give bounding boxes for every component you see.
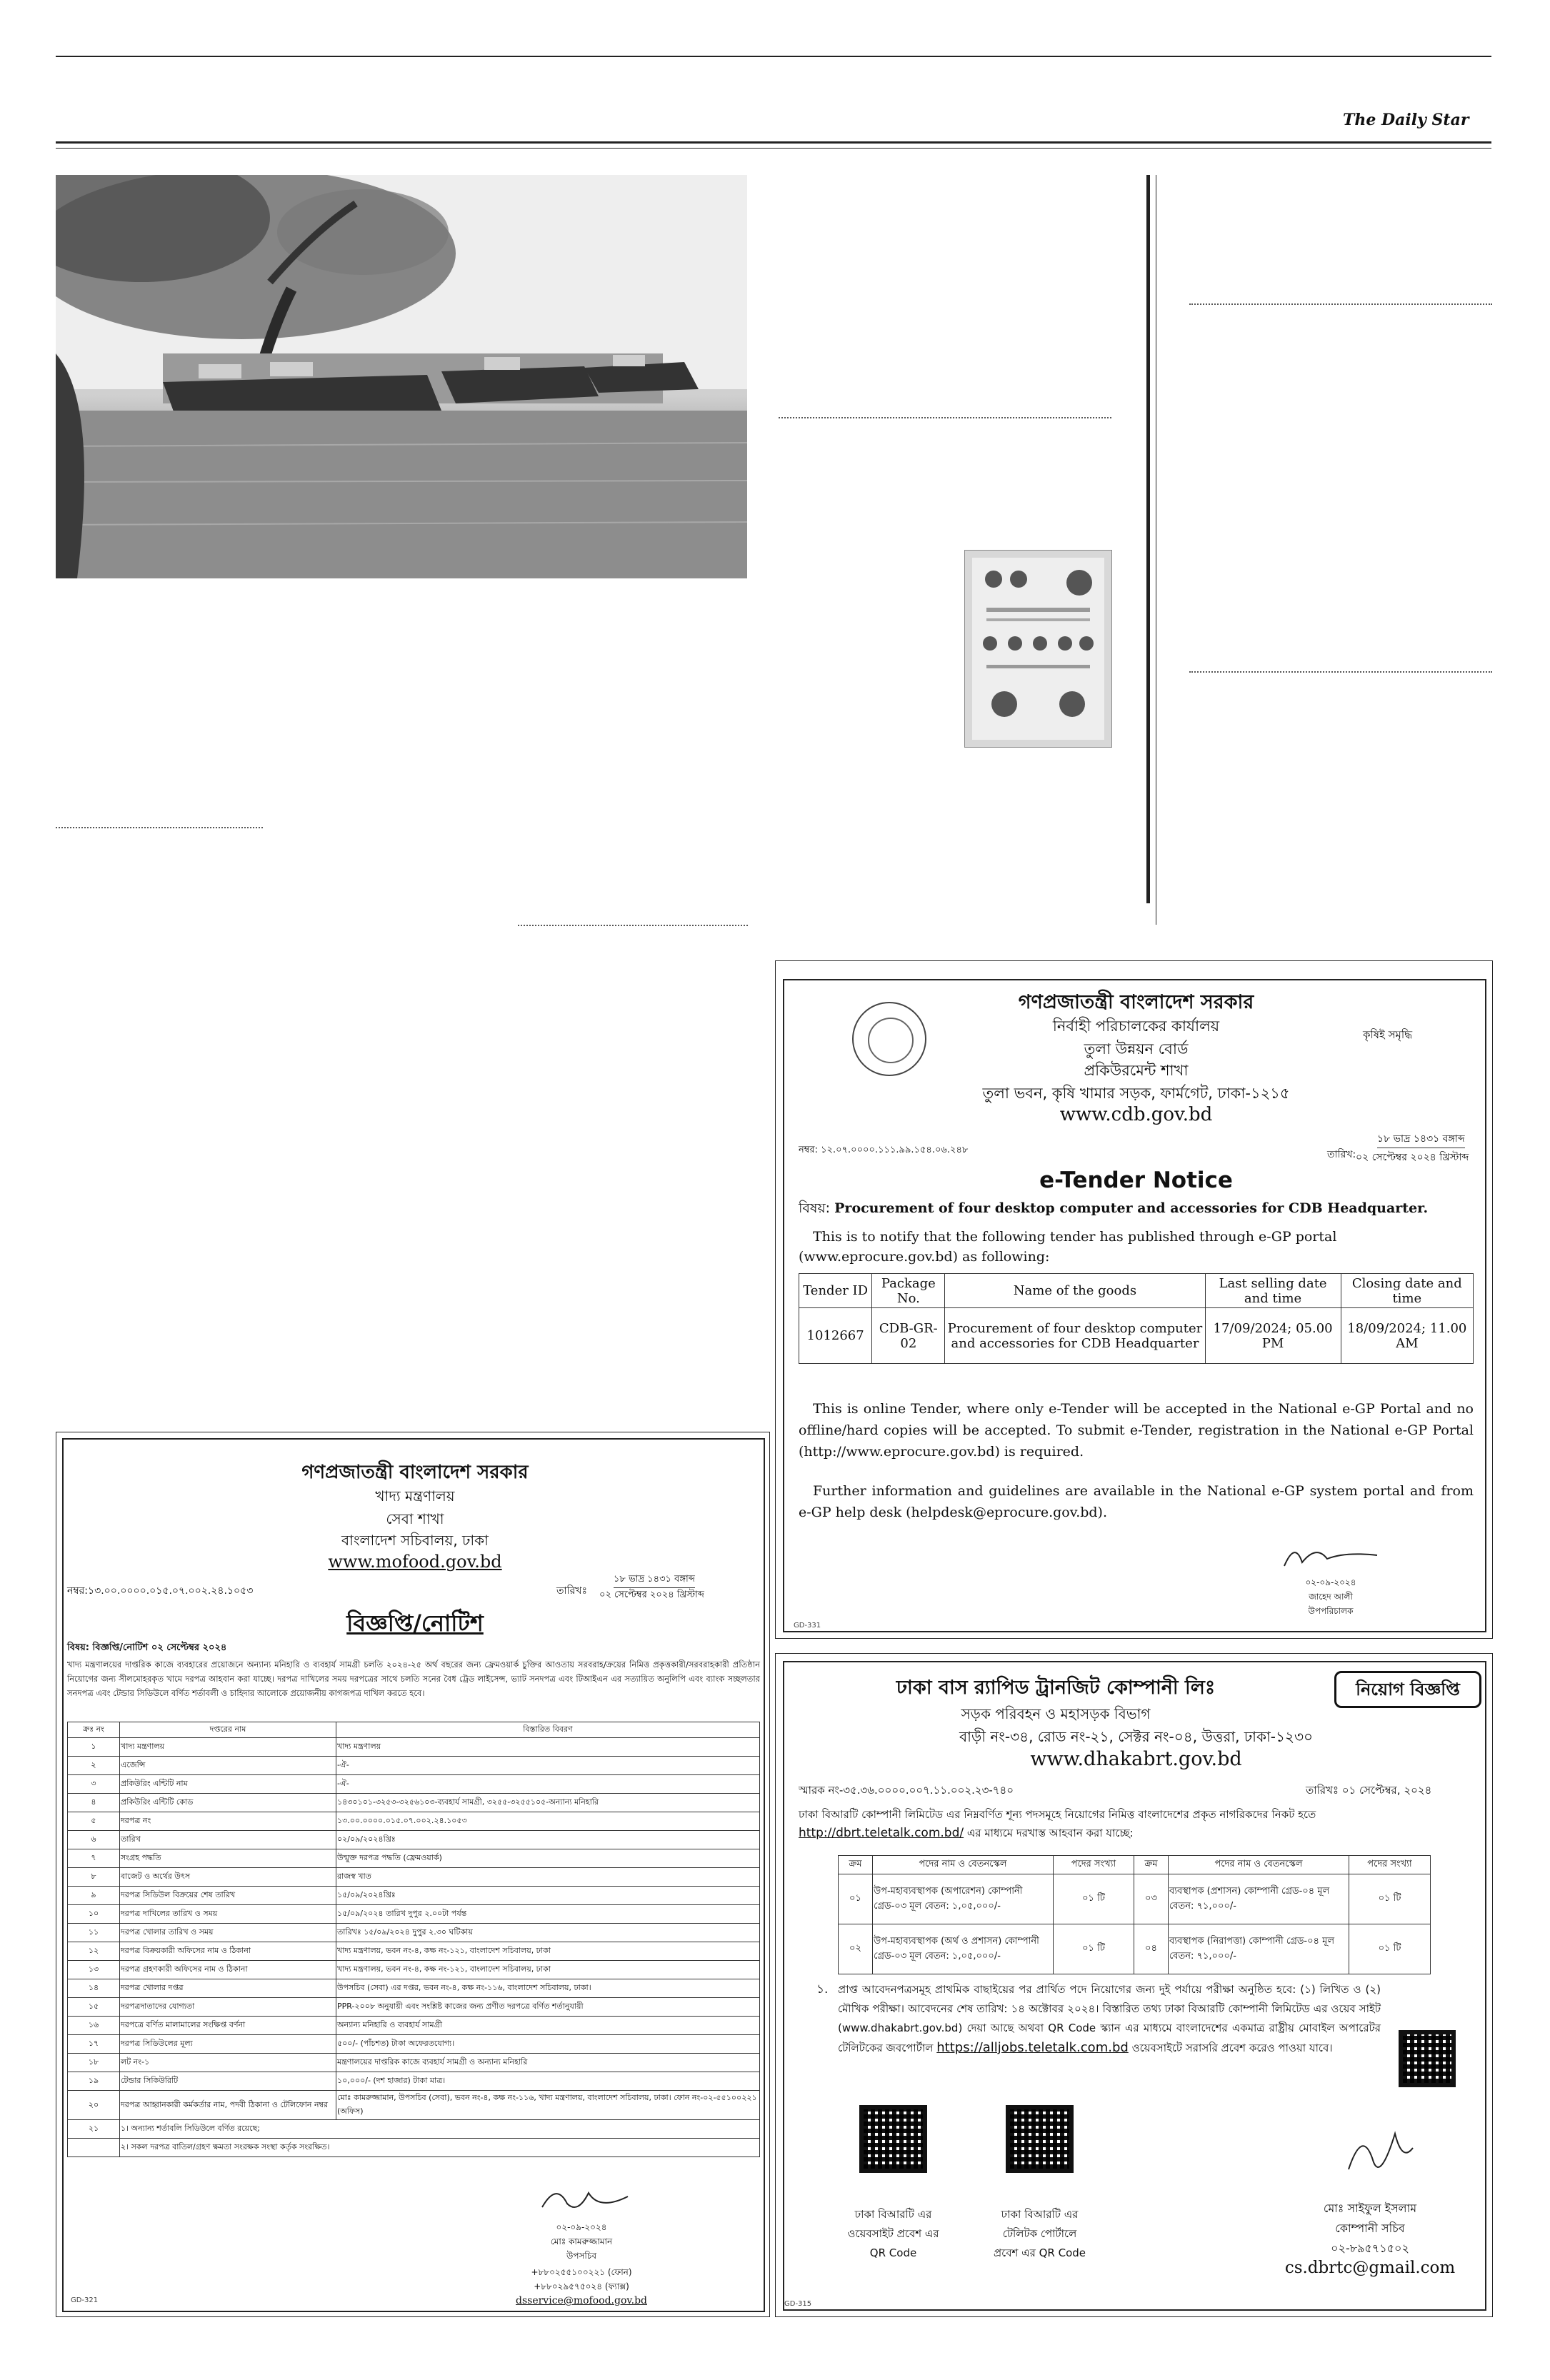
td-tender-id: 1012667 [799, 1308, 872, 1364]
cell-serial: ১৭ [68, 2035, 120, 2054]
cell-office: প্রকিউরিং এন্টিটি কোড [120, 1794, 336, 1812]
cell-serial: ২০ [68, 2091, 120, 2120]
cdb-office: নির্বাহী পরিচালকের কার্যালয় [1052, 1018, 1220, 1035]
cell-office: সংগ্রহ পদ্ধতি [120, 1849, 336, 1868]
table-row [68, 1794, 760, 1812]
cdb-sign-date: ০২-০৯-২০২৪ [1305, 1577, 1356, 1587]
cell-details: রাজস্ব খাত [336, 1868, 760, 1887]
cell-details: -ঐ- [336, 1775, 760, 1794]
th-details: বিস্তারিত বিবরণ [336, 1722, 760, 1738]
mofood-gov: গণপ্রজাতন্ত্রী বাংলাদেশ সরকার [301, 1462, 529, 1483]
table-row [68, 1942, 760, 1961]
brt-note-text: প্রাপ্ত আবেদনপত্রসমূহ প্রাথমিক বাছাইয়ের পর প্রার্থিত পদে নিয়োগের জন্য দুই পর্যায়ে পরীক্ষা অনুষ্ঠিত হবে: (১) লিখিত ও (২) মৌখিক পরীক্ষা। আবেদনের শেষ তারিখ: ১৪ অক্টোবর ২০২৪। বিস্তারিত তথ্য ঢাকা বিআরটি কোম্পানী লিমিটেড এর ওয়েব সাইট (www.dhakabrt.gov.bd) দেয়া আছে অথবা QR Code স্ক্যান এর মাধ্যমে বাংলাদেশের একমাত্র রাষ্ট্রীয় মোবাইল অপারেটর টেলিটকের জবপোর্টাল [838, 1983, 1381, 2054]
cdb-date-en: ০২ সেপ্টেম্বর ২০২৪ খ্রিস্টাব্দ [1356, 1152, 1469, 1163]
table-row [68, 2139, 760, 2157]
cell-serial: ১৯ [68, 2072, 120, 2091]
td-last-selling: 17/09/2024; 05.00 PM [1205, 1308, 1341, 1364]
brt-qr2-caption: ঢাকা বিআরটি এর টেলিটক পোর্টালে প্রবেশ এর QR Code [993, 2208, 1086, 2259]
mofood-date-bn: ১৮ ভাদ্র ১৪৩১ বঙ্গাব্দ [614, 1572, 695, 1588]
table-row [68, 1775, 760, 1794]
cell-office: দরপত্র নং [120, 1812, 336, 1831]
th-serial: ক্রঃ নং [68, 1722, 120, 1738]
mofood-ministry: খাদ্য মন্ত্রণালয় [375, 1487, 455, 1505]
cell-serial: ৬ [68, 1831, 120, 1849]
cell-details: খাদ্য মন্ত্রণালয় [336, 1738, 760, 1757]
table-row [799, 1308, 1474, 1364]
cell-serial: ১৫ [68, 1998, 120, 2017]
brt-note-tail: ওয়েবসাইটে সরাসরি প্রবেশ করেও পাওয়া যাবে। [1131, 2042, 1333, 2054]
th-package: Package No. [872, 1274, 945, 1308]
td-r2-post2: ব্যবস্থাপক (নিরাপত্তা) কোম্পানী গ্রেড-০৪ মূল বেতন: ৭১,০০০/- [1169, 1924, 1349, 1974]
mofood-website[interactable]: www.mofood.gov.bd [328, 1552, 502, 1572]
divider-1 [56, 827, 263, 828]
cdb-website[interactable]: www.cdb.gov.bd [1059, 1104, 1213, 1125]
mofood-date-en: ০২ সেপ্টেম্বর ২০২৪ খ্রিস্টাব্দ [599, 1590, 704, 1600]
brt-qr-teletalk[interactable] [1006, 2105, 1074, 2173]
cell-office: টেন্ডার সিকিউরিটি [120, 2072, 336, 2091]
cell-office: দরপত্রদাতাদের যোগ্যতা [120, 1998, 336, 2017]
brt-signature [1334, 2119, 1420, 2191]
cell-office: দরপত্র দাখিলের তারিখ ও সময় [120, 1905, 336, 1924]
cell-office: প্রকিউরিং এন্টিটি নাম [120, 1775, 336, 1794]
brt-date: তারিখঃ ০১ সেপ্টেম্বর, ২০২৪ [1306, 1784, 1432, 1797]
mofood-branch: সেবা শাখা [386, 1510, 444, 1527]
cell-office: দরপত্র খোলার দপ্তর [120, 1979, 336, 1998]
cell-serial: ৮ [68, 1868, 120, 1887]
th-post-2: পদের নাম ও বেতনস্কেল [1169, 1856, 1349, 1874]
cell-office: এজেন্সি [120, 1757, 336, 1775]
cell-details: খাদ্য মন্ত্রণালয়, ভবন নং-৪, কক্ষ নং-১২১, বাংলাদেশ সচিবালয়, ঢাকা [336, 1942, 760, 1961]
header-rule-2 [56, 148, 1491, 149]
table-row [68, 1868, 760, 1887]
cell-details: ১৪৩০১০১-৩২৫৩-৩২৫৬১০৩-ব্যবহার্য সামগ্রী, ৩২৫৫-৩২৫৫১০৫-অন্যান্য মনিহারি [336, 1794, 760, 1812]
th-tender-id: Tender ID [799, 1274, 872, 1308]
cell-serial: ৩ [68, 1775, 120, 1794]
cell-details: উন্মুক্ত দরপত্র পদ্ধতি (ফ্রেমওয়ার্ক) [336, 1849, 760, 1868]
th-count-2: পদের সংখ্যা [1349, 1856, 1431, 1874]
cdb-subject-label: বিষয়: [799, 1200, 831, 1216]
table-row [68, 1831, 760, 1849]
mofood-date-label: তারিখঃ [556, 1585, 587, 1597]
brt-phone: ০২-৮৯৫৭১৫০২ [1331, 2241, 1409, 2255]
brt-intro-text: ঢাকা বিআরটি কোম্পানী লিমিটেড এর নিম্নবর্ণিত শূন্য পদসমূহে নিয়োগের নিমিত্ত বাংলাদেশের প্রকৃত নাগরিকদের নিকট হতে [799, 1808, 1316, 1821]
cell-serial: ২১ [68, 2120, 120, 2139]
brt-note-link[interactable]: https://alljobs.teletalk.com.bd [936, 2040, 1129, 2055]
cell-details: ১৫/০৯/২০২৪খ্রিঃ [336, 1887, 760, 1905]
cell-serial: ৪ [68, 1794, 120, 1812]
td-r1-serial2: ০৩ [1134, 1874, 1169, 1924]
brt-posts-table [838, 1855, 1431, 1974]
cell-details: অন্যান্য মনিহারি ও ব্যবহার্য সামগ্রী [336, 2017, 760, 2035]
mofood-email[interactable]: dsservice@mofood.gov.bd [516, 2295, 647, 2306]
th-last-selling: Last selling date and time [1205, 1274, 1341, 1308]
cell-office: দরপত্র গ্রহণকারী অফিসের নাম ও ঠিকানা [120, 1961, 336, 1979]
cdb-para2: Further information and guidelines are available in the National e-GP system portal and from e-GP help desk (helpdesk@eprocure.gov.bd). [799, 1483, 1474, 1520]
table-row [68, 2072, 760, 2091]
cell-serial: ১৮ [68, 2054, 120, 2072]
cdb-slogan: কৃষিই সমৃদ্ধি [1363, 1028, 1413, 1041]
cdb-date-bn: ১৮ ভাদ্র ১৪৩১ বঙ্গাব্দ [1377, 1130, 1465, 1148]
mofood-intro: খাদ্য মন্ত্রণালয়ের দাপ্তরিক কাজে ব্যবহারের প্রয়োজনে অন্যান্য মনিহারি ও ব্যবহার্য সামগ্রী চলতি ২০২৪-২৫ অর্থ বছরের জন্য ফ্রেমওয়ার্ক চুক্তির আওতায় সরবরাহ/ক্রয়ের নিমিত্ত প্রকৃত্তকারী/সরবরাহকারী প্রতিষ্ঠান নিয়োগের জন্য সীলমোহরকৃত খামে দরপত্র আহবান করা যাচ্ছে। দরপত্র দাখিলের সময় দরপত্রের সাথে চলতি সনের বৈধ ট্রেড লাইসেন্স, ভ্যাট সনদপত্র এবং টিআইএন এর সত্যায়িত অনুলিপি এবং ব্যাংক সচ্ছলতার সনদপত্র এবং টেন্ডার সিডিউলে বর্ণিত শর্তাবলী ও চাহিদার আলোকে প্রয়োজনীয় কাগজপত্র দাখিল করতে হবে। [67, 1660, 760, 1698]
cdb-inner-frame [783, 979, 1486, 1632]
cdb-signature [1277, 1537, 1384, 1577]
cell-serial: ২ [68, 1757, 120, 1775]
brt-qr-main[interactable] [1399, 2030, 1456, 2087]
cdb-signatory: জাহেদ আলী [1309, 1592, 1353, 1602]
cdb-ad-code: GD-331 [794, 1622, 821, 1630]
cell-serial: ১৪ [68, 1979, 120, 1998]
td-r1-post2: ব্যবস্থাপক (প্রশাসন) কোম্পানী গ্রেড-০৪ মূল বেতন: ৭১,০০০/- [1169, 1874, 1349, 1924]
table-row [68, 1924, 760, 1942]
mofood-designation: উপসচিব [566, 2251, 596, 2261]
th-serial-1: ক্রম [839, 1856, 873, 1874]
divider-5 [1189, 671, 1492, 673]
cdb-date-label: তারিখ: [1327, 1149, 1356, 1160]
cell-office: দরপত্র সিডিউলের মূল্য [120, 2035, 336, 2054]
td-r2-serial: ০২ [839, 1924, 873, 1974]
mofood-ad-code: GD-321 [71, 2296, 99, 2304]
table-row [68, 1757, 760, 1775]
table-row [68, 2054, 760, 2072]
mofood-subject: বিষয়: বিজ্ঞপ্তি/নোটিশ ০২ সেপ্টেম্বর ২০২৪ [67, 1642, 227, 1653]
td-r1-count2: ০১ টি [1349, 1874, 1431, 1924]
cell-office: ২। সকল দরপত্র বাতিল/গ্রহণ ক্ষমতা সংরক্ষক সংস্থা কর্তৃক সংরক্ষিত। [120, 2139, 760, 2157]
cell-office: দরপত্রে বর্ণিত মালামালের সংক্ষিপ্ত বর্ণনা [120, 2017, 336, 2035]
poster-photo [964, 550, 1112, 748]
cdb-address: তুলা ভবন, কৃষি খামার সড়ক, ফার্মগেট, ঢাকা-১২১৫ [982, 1085, 1290, 1102]
td-r2-count: ০১ টি [1054, 1924, 1134, 1974]
brt-qr-website[interactable] [859, 2105, 927, 2173]
brt-note [838, 1980, 1381, 2058]
cell-details: উপসচিব (সেবা) এর দপ্তর, ভবন নং-৪, কক্ষ নং-১১৬, বাংলাদেশ সচিবালয়, ঢাকা। [336, 1979, 760, 1998]
mofood-sign-date: ০২-০৯-২০২৪ [556, 2222, 607, 2232]
mofood-notice-ad [56, 1432, 770, 2317]
td-goods: Procurement of four desktop computer and accessories for CDB Headquarter [945, 1308, 1205, 1364]
cdb-para1: This is online Tender, where only e-Tender will be accepted in the National e-GP Portal and no offline/hard copies will be accepted. To submit e-Tender, registration in the National e-GP Portal (http://www.eprocure.gov.bd) is required. [799, 1401, 1474, 1460]
mofood-memo: নম্বর:১৩.০০.০০০০.০১৫.০৭.০০২.২৪.১০৫৩ [67, 1585, 254, 1597]
brt-email[interactable]: cs.dbrtc@gmail.com [1284, 2259, 1456, 2277]
table-row [68, 1887, 760, 1905]
divider-2 [518, 925, 748, 926]
cdb-designation: উপপরিচালক [1308, 1606, 1354, 1616]
cell-serial: ১৬ [68, 2017, 120, 2035]
cell-details: মোঃ কামরুজ্জামান, উপসচিব (সেবা), ভবন নং-৪, কক্ষ নং-১১৬, খাদ্য মন্ত্রণালয়, বাংলাদেশ সচিবালয়, ঢাকা। ফোন নং-০২-৫৫১০০২২১ (অফিস) [336, 2091, 760, 2120]
top-rule [56, 56, 1491, 57]
mofood-table [67, 1722, 760, 2157]
cdb-intro: This is to notify that the following tender has published through e-GP portal (www.eprocure.gov.bd) as following: [799, 1229, 1337, 1265]
cell-serial: ৯ [68, 1887, 120, 1905]
cell-details: খাদ্য মন্ত্রণালয়, ভবন নং-৪, কক্ষ নং-১২১, বাংলাদেশ সচিবালয়, ঢাকা [336, 1961, 760, 1979]
brt-intro-link[interactable]: http://dbrt.teletalk.com.bd/ [799, 1826, 964, 1840]
td-closing: 18/09/2024; 11.00 AM [1341, 1308, 1473, 1364]
mofood-place: বাংলাদেশ সচিবালয়, ঢাকা [341, 1532, 489, 1549]
cell-details: ১৫/০৯/২০২৪ তারিখ দুপুর ২.০০টা পর্যন্ত [336, 1905, 760, 1924]
table-row [68, 2091, 760, 2120]
cell-serial: ১০ [68, 1905, 120, 1924]
table-row [68, 2035, 760, 2054]
mofood-signature [535, 2182, 635, 2221]
cdb-subject: Procurement of four desktop computer and accessories for CDB Headquarter. [834, 1200, 1429, 1216]
cdb-subject-row [799, 1198, 1428, 1221]
brt-note-no: ১. [816, 1982, 829, 1997]
th-closing: Closing date and time [1341, 1274, 1473, 1308]
cdb-gov: গণপ্রজাতন্ত্রী বাংলাদেশ সরকার [1018, 991, 1254, 1013]
column-divider [1146, 175, 1150, 903]
brt-intro [799, 1805, 1474, 1842]
td-package: CDB-GR-02 [872, 1308, 945, 1364]
cell-details: -ঐ- [336, 1757, 760, 1775]
th-goods: Name of the goods [945, 1274, 1205, 1308]
cdb-memo: নম্বর: ১২.০৭.০০০০.১১১.৯৯.১৫৪.০৬.২৪৮ [799, 1145, 969, 1155]
td-r2-serial2: ০৪ [1134, 1924, 1169, 1974]
masthead-logo: The Daily Star [1343, 111, 1469, 129]
mofood-fax: +৮৮০২৯৫৭৫০২৪ (ফ্যাক্স) [534, 2281, 629, 2291]
cdb-tender-table [799, 1273, 1474, 1364]
cdb-title: e-Tender Notice [1039, 1168, 1233, 1193]
table-row [839, 1874, 1431, 1924]
cell-office: ১। অন্যান্য শর্তাবলি সিডিউলে বর্ণিত রয়েছে; [120, 2120, 760, 2139]
brt-badge: নিয়োগ বিজ্ঞপ্তি [1334, 1671, 1481, 1708]
td-r1-count: ০১ টি [1054, 1874, 1134, 1924]
cell-serial: ১৩ [68, 1961, 120, 1979]
cell-office: দরপত্র বিক্রয়কারী অফিসের নাম ও ঠিকানা [120, 1942, 336, 1961]
th-serial-2: ক্রম [1134, 1856, 1169, 1874]
cell-details: মন্ত্রণালয়ের দাপ্তরিক কাজে ব্যবহার্য সামগ্রী ও অন্যান্য মনিহারি [336, 2054, 760, 2072]
brt-address: বাড়ী নং-৩৪, রোড নং-২১, সেক্টর নং-০৪, উত্তরা, ঢাকা-১২৩০ [959, 1728, 1313, 1745]
table-row [68, 1998, 760, 2017]
th-post-1: পদের নাম ও বেতনস্কেল [873, 1856, 1054, 1874]
cell-serial: ৭ [68, 1849, 120, 1868]
cell-office: দরপত্র আহ্বানকারী কর্মকর্তার নাম, পদবী ঠিকানা ও টেলিফোন নম্বর [120, 2091, 336, 2120]
mofood-inner-frame [62, 1438, 765, 2312]
cell-details: PPR-২০০৮ অনুযায়ী এবং সংশ্লিষ্ট কাজের জন্য প্রণীত দরপত্রে বর্ণিত শর্তানুযায়ী [336, 1998, 760, 2017]
header-rule-1 [56, 141, 1491, 144]
table-row [68, 1961, 760, 1979]
table-row [68, 1979, 760, 1998]
td-r1-serial: ০১ [839, 1874, 873, 1924]
cell-office: তারিখ [120, 1831, 336, 1849]
brt-intro-tail: এর মাধ্যমে দরখাস্ত আহবান করা যাচ্ছে: [966, 1827, 1134, 1839]
mofood-signatory: মোঃ কামরুজ্জামান [550, 2236, 613, 2246]
brt-qr1-caption: ঢাকা বিআরটি এর ওয়েবসাইট প্রবেশ এর QR Code [847, 2208, 939, 2259]
dhakabrt-recruit-ad [775, 1653, 1493, 2317]
mofood-title: বিজ্ঞপ্তি/নোটিশ [346, 1610, 484, 1637]
mofood-phone: +৮৮০২৫৫১০০২২১ (ফোন) [531, 2267, 632, 2277]
cell-details: ৫০০/- (পাঁচশত) টাকা অফেরতযোগ্য। [336, 2035, 760, 2054]
cdb-etender-ad [775, 960, 1493, 1639]
cell-office: লট নং-১ [120, 2054, 336, 2072]
brt-ad-code: GD-315 [784, 2300, 812, 2308]
table-row [68, 1849, 760, 1868]
cell-office: দরপত্র খোলার তারিখ ও সময় [120, 1924, 336, 1942]
divider-4 [1189, 303, 1492, 305]
td-r2-post: উপ-মহাব্যবস্থাপক (অর্থ ও প্রশাসন) কোম্পানী গ্রেড-০৩ মূল বেতন: ১,০৫,০০০/- [873, 1924, 1054, 1974]
th-office: দপ্তরের নাম [120, 1722, 336, 1738]
brt-designation: কোম্পানী সচিব [1335, 2221, 1405, 2235]
table-row [68, 1738, 760, 1757]
brt-website[interactable]: www.dhakabrt.gov.bd [1030, 1748, 1242, 1770]
cdb-branch: প্রকিউরমেন্ট শাখা [1084, 1062, 1189, 1079]
td-r2-count2: ০১ টি [1349, 1924, 1431, 1974]
cell-serial: ১১ [68, 1924, 120, 1942]
cell-serial: ১ [68, 1738, 120, 1757]
cell-office: দরপত্র সিডিউল বিক্রয়ের শেষ তারিখ [120, 1887, 336, 1905]
table-row [68, 2017, 760, 2035]
th-count-1: পদের সংখ্যা [1054, 1856, 1134, 1874]
cell-details: ০২/০৯/২০২৪খ্রিঃ [336, 1831, 760, 1849]
cell-details: ১০,০০০/- (দশ হাজার) টাকা মাত্র। [336, 2072, 760, 2091]
brt-signatory: মোঃ সাইফুল ইসলাম [1323, 2201, 1417, 2215]
cell-details: তারিখঃ ১৫/০৯/২০২৪ দুপুর ২.৩০ ঘটিকায় [336, 1924, 760, 1942]
cell-details: ১৩.০০.০০০০.০১৫.০৭.০০২.২৪.১০৫৩ [336, 1812, 760, 1831]
cell-serial: ৫ [68, 1812, 120, 1831]
cdb-board: তুলা উন্নয়ন বোর্ড [1084, 1040, 1189, 1058]
cell-office: বাজেট ও অর্থের উৎস [120, 1868, 336, 1887]
cell-serial: ১২ [68, 1942, 120, 1961]
table-row [68, 2120, 760, 2139]
cell-office: খাদ্য মন্ত্রণালয় [120, 1738, 336, 1757]
boats-photo [56, 175, 747, 578]
brt-company: ঢাকা বাস র‌্যাপিড ট্রানজিট কোম্পানী লিঃ [896, 1677, 1216, 1699]
table-row [68, 1905, 760, 1924]
brt-division: সড়ক পরিবহন ও মহাসড়ক বিভাগ [961, 1705, 1151, 1722]
table-row [68, 1812, 760, 1831]
brt-inner-frame [783, 1661, 1486, 2311]
divider-3 [779, 417, 1111, 418]
cell-serial [68, 2139, 120, 2157]
brt-memo: স্মারক নং-৩৫.৩৬.০০০০.০০৭.১১.০০২.২৩-৭৪০ [799, 1784, 1014, 1797]
td-r1-post: উপ-মহাব্যবস্থাপক (অপারেশন) কোম্পানী গ্রেড-০৩ মূল বেতন: ১,০৫,০০০/- [873, 1874, 1054, 1924]
table-row [839, 1924, 1431, 1974]
